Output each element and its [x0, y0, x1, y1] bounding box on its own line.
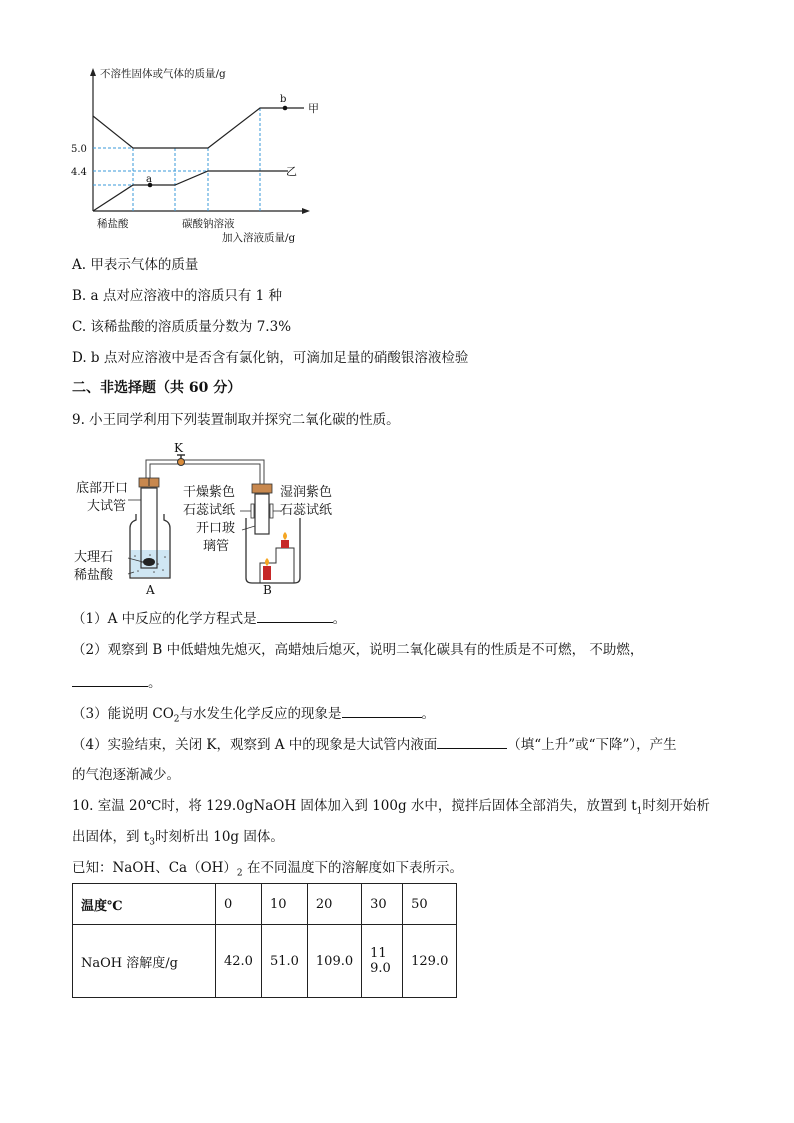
table-cell: 109.0	[307, 925, 361, 998]
table-cell: 51.0	[261, 925, 307, 998]
open-label-1: 开口玻	[196, 521, 236, 536]
wet-label-1: 湿润紫色	[280, 485, 333, 500]
q10-line1-text: 10. 室温 20℃时，将 129.0gNaOH 固体加入到 100g 水中，搅拌后固体全部消失，放置到 t	[72, 798, 637, 814]
marble-label: 大理石	[74, 550, 114, 565]
table-cell: NaOH 溶解度/g	[73, 925, 216, 998]
apparatus-diagram	[70, 438, 360, 600]
label-yi: 乙	[286, 165, 297, 178]
x-axis-arrow	[302, 208, 310, 214]
mass-graph	[60, 60, 320, 250]
option-c: C. 该稀盐酸的溶质质量分数为 7.3%	[72, 319, 292, 335]
option-b: B. a 点对应溶液中的溶质只有 1 种	[72, 288, 283, 304]
beaker-b	[246, 518, 300, 583]
q9-part1-blank[interactable]	[257, 609, 333, 623]
wet-litmus	[270, 504, 273, 518]
solubility-table	[72, 883, 457, 998]
q10-line2-text: 出固体，到 t	[72, 829, 150, 845]
open-label-2: 璃管	[203, 539, 230, 554]
q9-stem: 9. 小王同学利用下列装置制取并探究二氧化碳的性质。	[72, 412, 400, 428]
apparatus-a-label: A	[146, 583, 155, 597]
point-b	[283, 106, 288, 111]
apparatus-b-label: B	[263, 583, 272, 597]
option-a: A. 甲表示气体的质量	[72, 257, 199, 273]
tick-5: 5.0	[71, 144, 87, 155]
q9-part2: （2）观察到 B 中低蜡烛先熄灭，高蜡烛后熄灭，说明二氧化碳具有的性质是不可燃， 不助燃，	[72, 642, 644, 658]
high-candle	[281, 540, 289, 548]
connecting-tube	[148, 462, 262, 486]
curve-jia	[93, 108, 304, 148]
q10-line3	[72, 859, 463, 883]
label-b: b	[280, 94, 287, 105]
q9-part2-blank[interactable]	[72, 673, 148, 687]
segment-acid: 稀盐酸	[97, 218, 129, 230]
q9-part2-end: 。	[148, 675, 162, 691]
q9-part1	[72, 609, 346, 628]
table-row	[73, 884, 457, 925]
table-cell: 30	[362, 884, 403, 925]
curve-yi	[93, 171, 288, 211]
q10-line3-end: 在不同温度下的溶解度如下表所示。	[242, 860, 463, 876]
option-d: D. b 点对应溶液中是否含有氯化钠，可滴加足量的硝酸银溶液检验	[72, 350, 469, 366]
table-row	[73, 925, 457, 998]
dry-litmus	[251, 504, 254, 518]
marble-piece	[143, 558, 155, 566]
graph-y-label: 不溶性固体或气体的质量/g	[100, 68, 226, 80]
tick-4-4: 4.4	[71, 167, 87, 178]
table-cell: 42.0	[216, 925, 262, 998]
table-cell: 20	[307, 884, 361, 925]
q10-line2	[72, 828, 284, 852]
q9-part3-mid: 与水发生化学反应的现象是	[179, 706, 342, 722]
t3-subscript: 3	[149, 837, 155, 848]
q9-part4-blank[interactable]	[437, 735, 507, 749]
segment-carbonate: 碳酸钠溶液	[182, 218, 235, 230]
y-axis-arrow	[90, 68, 96, 76]
low-candle	[263, 566, 271, 580]
acid-label: 稀盐酸	[74, 568, 114, 583]
q10-line1-end: 时刻开始析	[642, 798, 710, 814]
valve-k	[177, 455, 185, 466]
co2-subscript: 2	[173, 714, 180, 725]
label-jia: 甲	[308, 102, 319, 115]
q9-part4-text: （4）实验结束，关闭 K，观察到 A 中的现象是大试管内液面	[72, 737, 438, 753]
q9-part3-text: （3）能说明 CO	[72, 706, 174, 722]
table-cell: 129.0	[403, 925, 457, 998]
q10-line3-text: 已知：NaOH、Ca（OH）	[72, 860, 237, 876]
graph-x-label: 加入溶液质量/g	[222, 232, 296, 244]
dry-label-1: 干燥紫色	[183, 485, 236, 500]
open-glass-tube	[255, 494, 269, 534]
q9-part4	[72, 735, 677, 754]
table-cell: 10	[261, 884, 307, 925]
table-cell: 50	[403, 884, 457, 925]
table-cell: 温度℃	[73, 884, 216, 925]
table-cell: 119.0	[362, 925, 403, 998]
dry-label-2: 石蕊试纸	[183, 503, 236, 518]
q9-part3-end: 。	[421, 706, 436, 722]
wet-label-2: 石蕊试纸	[280, 503, 333, 518]
q9-part4-end: （填“上升”或“下降”），产生	[507, 737, 677, 753]
q9-part1-end: 。	[332, 611, 347, 627]
q9-part3	[72, 704, 435, 729]
oh2-subscript: 2	[236, 868, 243, 879]
label-a: a	[146, 174, 152, 185]
q9-part1-text: （1）A 中反应的化学方程式是	[72, 611, 257, 627]
section-heading: 二、非选择题（共 60 分）	[72, 380, 242, 396]
q9-part2-line2	[72, 673, 162, 692]
t1-subscript: 1	[636, 806, 643, 817]
stopper-b	[252, 484, 272, 493]
tube-label-2: 大试管	[87, 499, 127, 514]
q10-line1	[72, 797, 710, 821]
q9-part3-blank[interactable]	[342, 704, 422, 718]
q9-part4-line2: 的气泡逐渐减少。	[72, 767, 180, 783]
q10-line2-end: 时刻析出 10g 固体。	[154, 829, 284, 845]
tube-label-1: 底部开口	[76, 481, 129, 496]
valve-k-label: K	[174, 441, 183, 455]
dashed-guides	[93, 108, 260, 211]
table-cell: 0	[216, 884, 262, 925]
